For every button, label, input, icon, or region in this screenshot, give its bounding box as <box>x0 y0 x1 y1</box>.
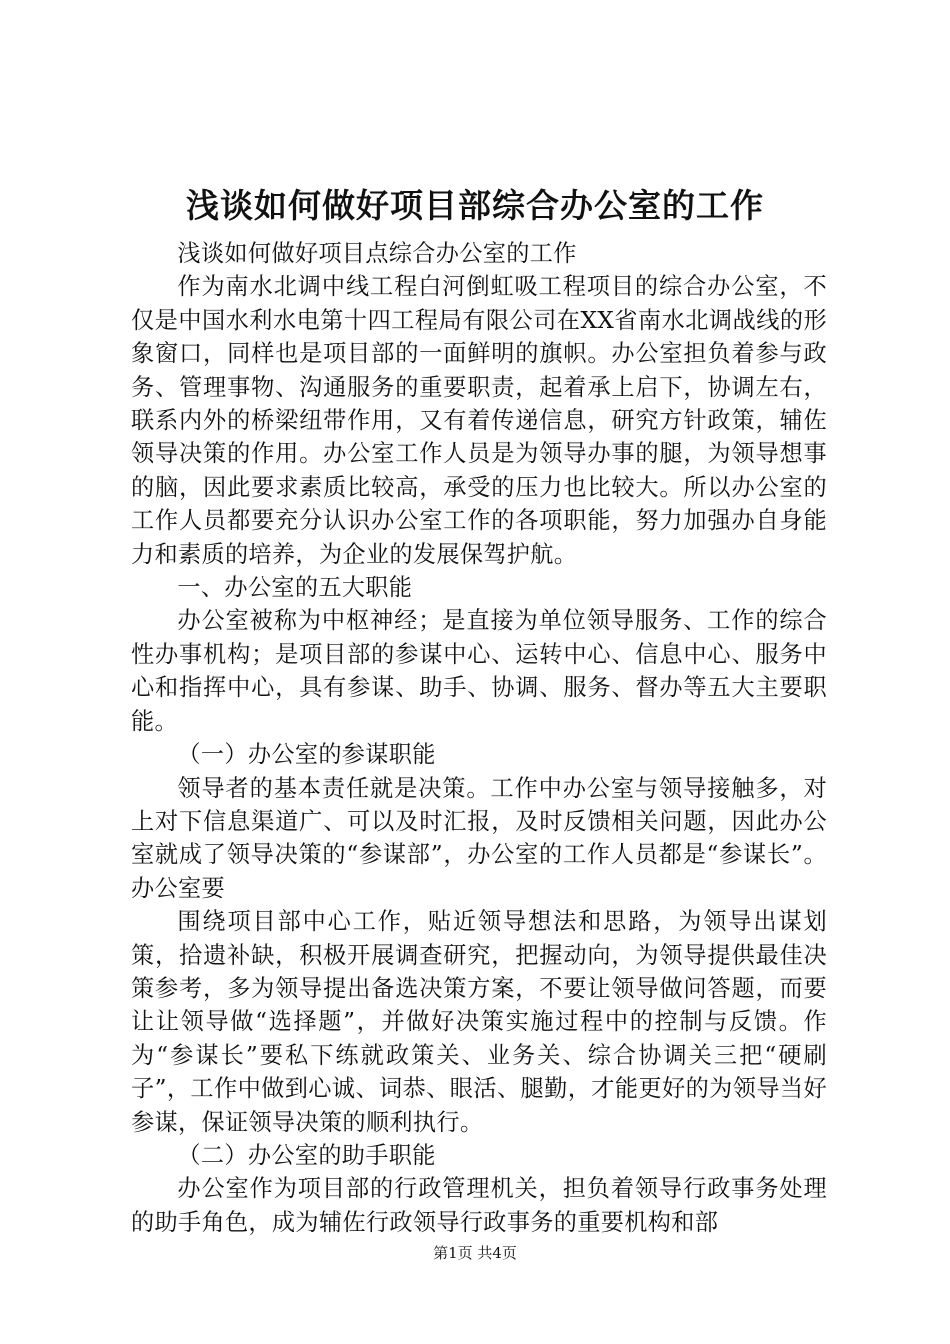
heading-five-functions: 一、办公室的五大职能 <box>177 574 413 602</box>
paragraph-five-functions: 办公室被称为中枢神经；是直接为单位领导服务、工作的综合性办事机构；是项目部的参谋中心、运转中心、信息中心、服务中心和指挥中心，具有参谋、助手、协调、服务、督办等五大主要职能。 <box>131 607 827 735</box>
document-body <box>131 237 827 1239</box>
heading-advisory-function: （一）办公室的参谋职能 <box>177 741 436 769</box>
paragraph-advisory-2: 围绕项目部中心工作，贴近领导想法和思路，为领导出谋划策，拾遗补缺，积极开展调查研究，把握动向，为领导提供最佳决策参考，多为领导提出备选决策方案，不要让领导做问答题，而要让让领导做“选择题”，并做好决策实施过程中的控制与反馈。作为“参谋长”要私下练就政策关、业务关、综合协调关三把“硬刷子”，工作中做到心诚、词恭、眼活、腿勤，才能更好的为领导当好参谋，保证领导决策的顺利执行。 <box>131 908 827 1136</box>
paragraph-intro: 作为南水北调中线工程白河倒虹吸工程项目的综合办公室，不仅是中国水利水电第十四工程局有限公司在XX省南水北调战线的形象窗口，同样也是项目部的一面鲜明的旗帜。办公室担负着参与政务、管理事物、沟通服务的重要职责，起着承上启下，协调左右，联系内外的桥梁纽带作用，又有着传递信息，研究方针政策，辅佐领导决策的作用。办公室工作人员是为领导办事的腿，为领导想事的脑，因此要求素质比较高，承受的压力也比较大。所以办公室的工作人员都要充分认识办公室工作的各项职能，努力加强办自身能力和素质的培养，为企业的发展保驾护航。 <box>131 273 827 568</box>
paragraph-subtitle: 浅谈如何做好项目点综合办公室的工作 <box>177 240 577 267</box>
document-title: 浅谈如何做好项目部综合办公室的工作 <box>186 186 764 225</box>
paragraph-assistant: 办公室作为项目部的行政管理机关，担负着领导行政事务处理的助手角色，成为辅佐行政领导行政事务的重要机构和部 <box>131 1175 827 1236</box>
paragraph-advisory-1: 领导者的基本责任就是决策。工作中办公室与领导接触多，对上对下信息渠道广、可以及时汇报，及时反馈相关问题，因此办公室就成了领导决策的“参谋部”，办公室的工作人员都是“参谋长”。办公室要 <box>131 774 827 902</box>
heading-assistant-function: （二）办公室的助手职能 <box>177 1141 436 1169</box>
page-footer: 第1页 共4页 <box>433 1244 517 1262</box>
